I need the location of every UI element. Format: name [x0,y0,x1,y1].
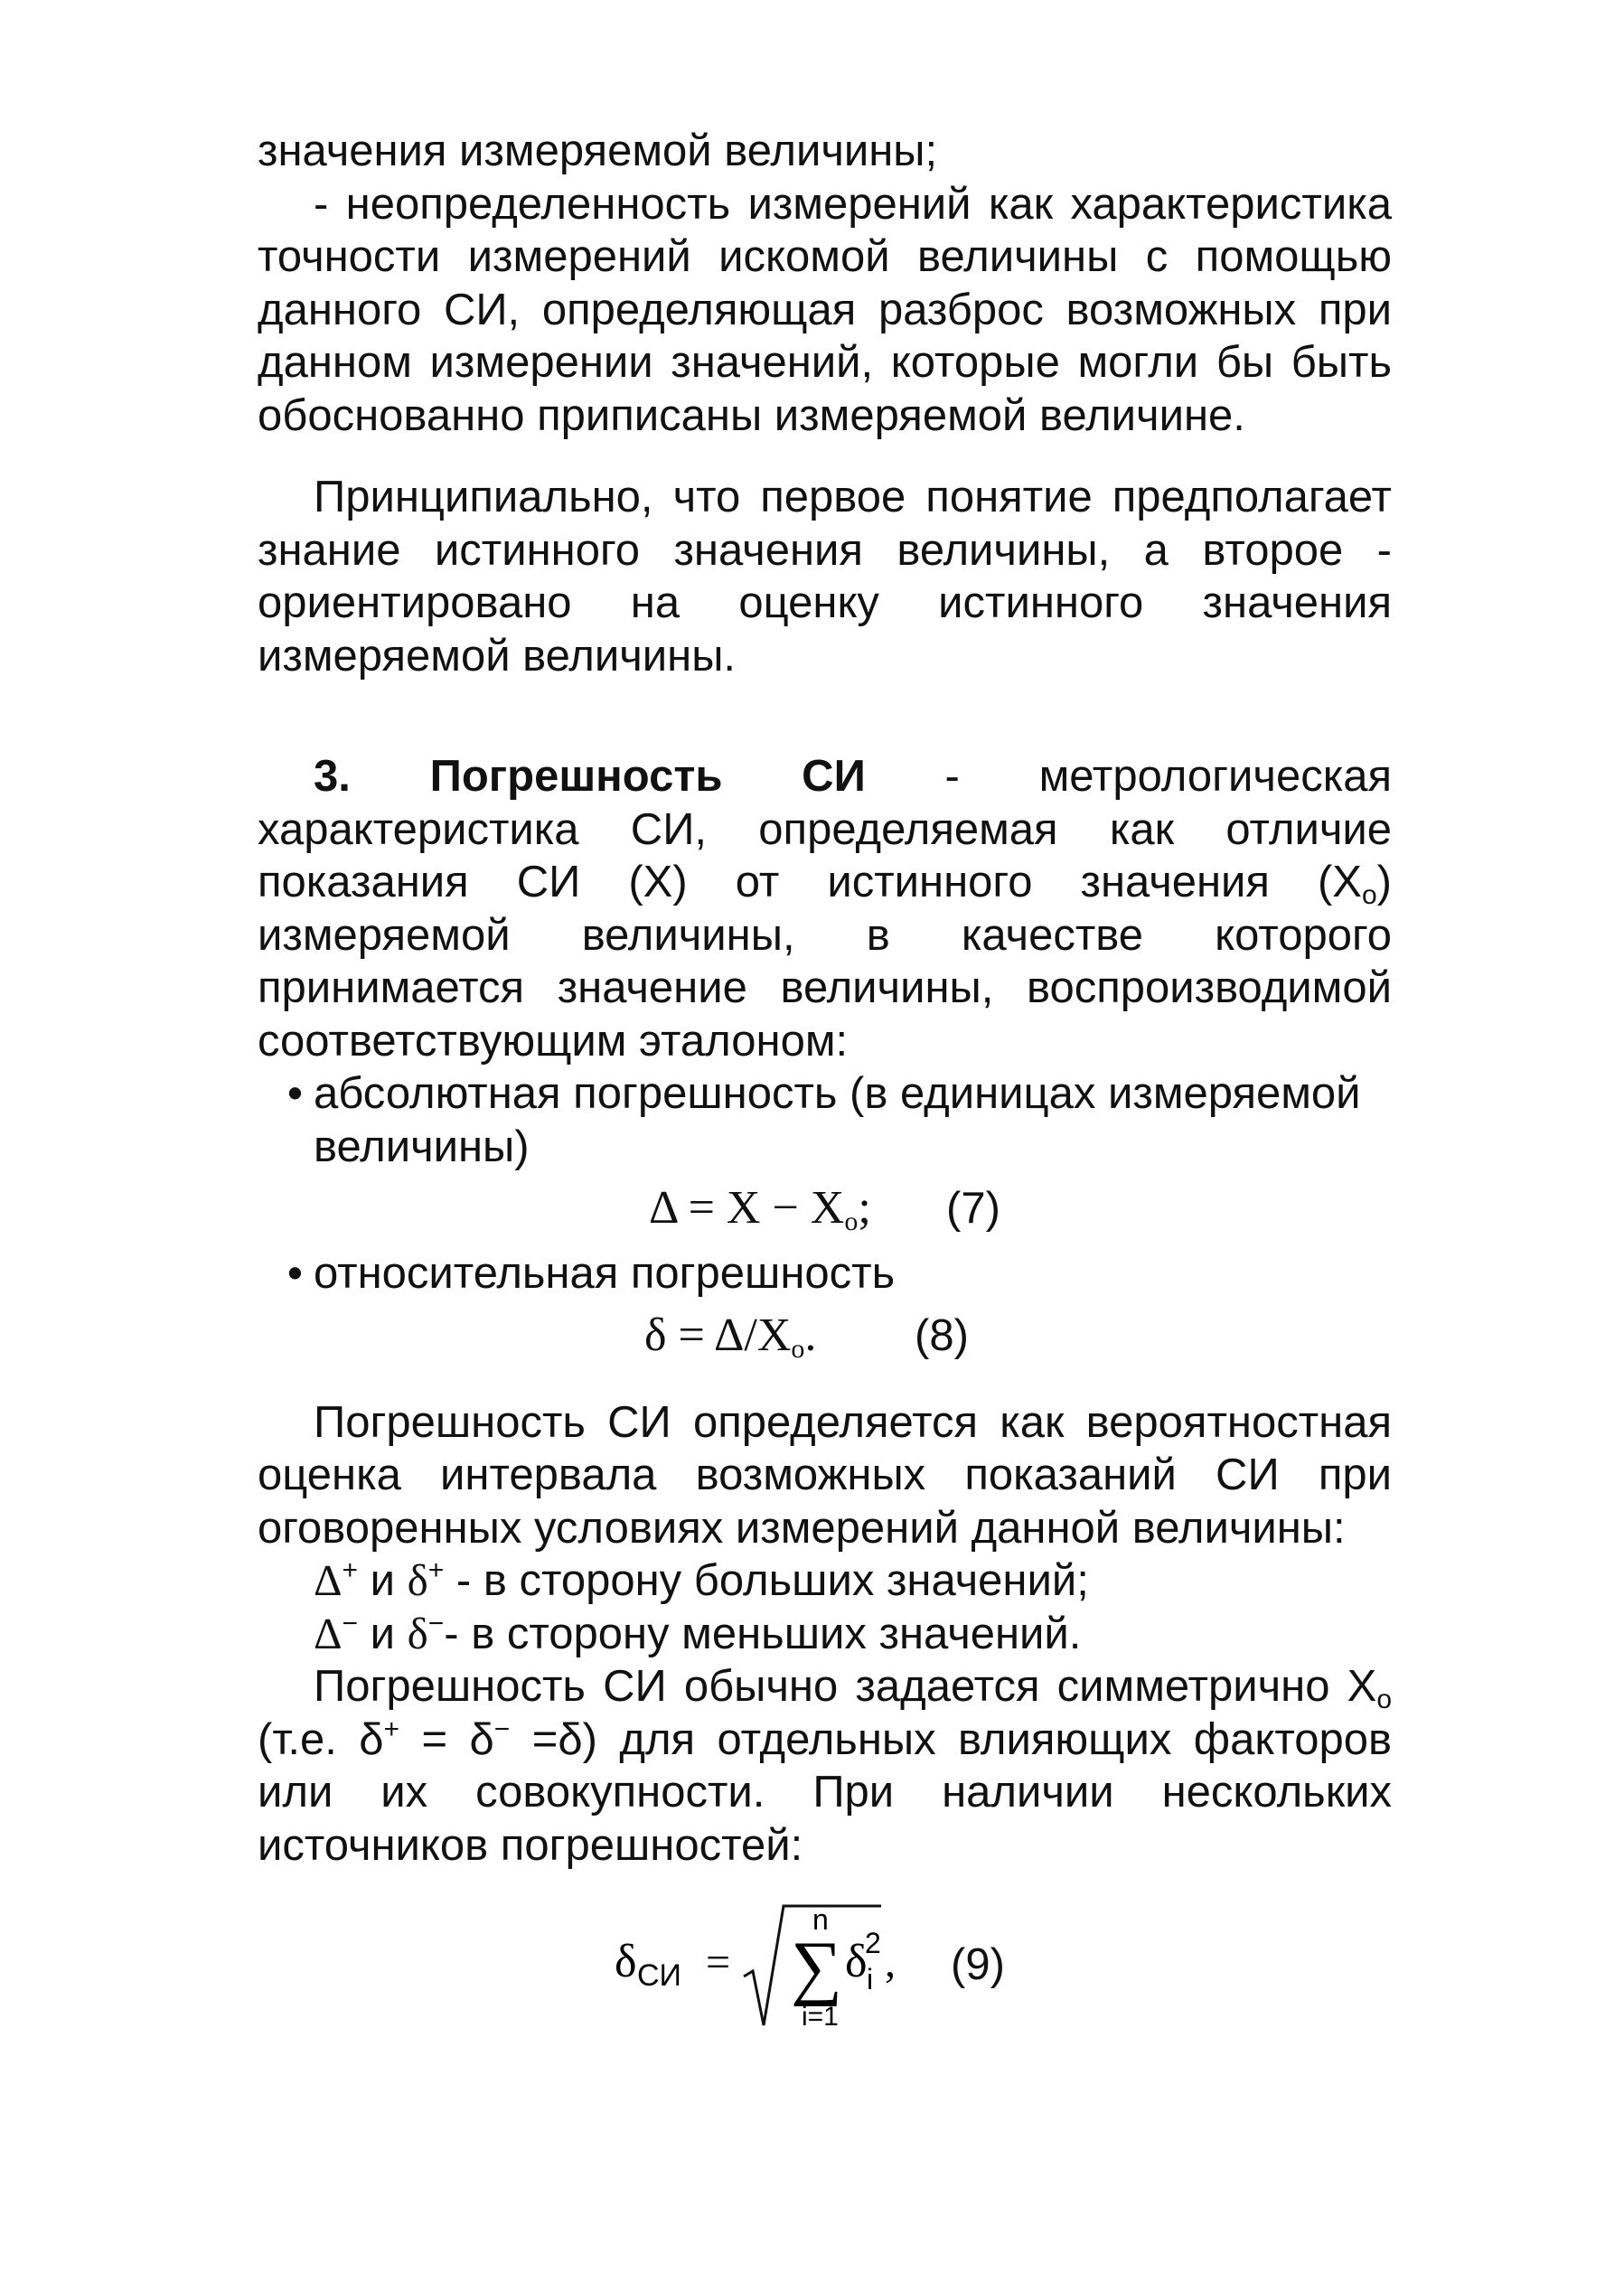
formula-9-term-sub: i [867,1963,874,1995]
formula-7 [258,1178,1392,1247]
paragraph-continuation: значения измеряемой величины; [258,127,938,175]
paragraph-probabilistic: Погрешность СИ определяется как вероятностная оценка интервала возможных показаний СИ при оговоренных условиях измерений данной величины: [258,1397,1392,1553]
formula-9-lhs: δ [615,1936,637,1987]
summation-icon: ∑ [791,1928,843,2007]
bullet-absolute-text: абсолютная погрешность (в единицах измеряемой величины) [314,1069,1361,1171]
formula-9-term: δ [845,1936,868,1987]
formula-8-number: (8) [915,1310,969,1360]
bullet-absolute-error [258,1067,1392,1173]
bullet-icon: • [286,1249,303,1298]
section-3-sub: o [1361,880,1377,910]
paragraph-symmetric: Погрешность СИ обычно задается симметрично $X_o$ (т.е. δ+ = δ− =δ) для отдельных влияющих факторов или их совокупности. При наличии нескольких источников погрешностей: [258,1662,1393,1870]
page-content [258,125,1392,2061]
section-3-paragraph [258,750,1392,1067]
formula-7-expression: $\Delta = X - X_o$; [649,1182,871,1236]
formula-9-number: (9) [951,1940,1005,1989]
formula-9 [258,1890,1392,2061]
section-3-text-a: - метрологическая характеристика СИ, определяемая как отличие показания СИ (X) от истинного значения (X [258,752,1392,906]
formula-8-expression: $\delta = \Delta/X_o$. [644,1309,817,1364]
formula-7-number: (7) [946,1184,1000,1233]
formula-9-term-sup: 2 [865,1927,881,1959]
bullet-relative-error [258,1247,1392,1300]
formula-9-comma: , [885,1939,896,1986]
line-positive-deviation: Δ+ и δ+ - в сторону больших значений; [314,1555,1089,1605]
formula-9-eq: = [706,1939,731,1986]
formula-8 [258,1306,1392,1375]
section-3-title: 3. Погрешность СИ [314,752,866,801]
bullet-icon: • [286,1069,303,1118]
section-3-text-b: ) измеряемой величины, в качестве которого принимается значение величины, воспроизводимой соответствующим эталоном: [258,858,1392,1066]
formula-9-lower: i=1 [802,2002,839,2032]
paragraph-uncertainty: - неопределенность измерений как характеристика точности измерений искомой величины с помощью данного СИ, определяющая разброс возможных при данном измерении значений, которые могли бы быть обоснованно приписаны измеряемой величине. [258,179,1392,440]
line-negative-deviation: Δ− и δ−- в сторону меньших значений. [314,1608,1082,1658]
formula-9-upper: n [812,1903,829,1936]
paragraph-principle: Принципиально, что первое понятие предполагает знание истинного значения величины, а второе - ориентировано на оценку истинного значения измеряемой величины. [258,473,1392,681]
formula-9-graphic [258,1890,1071,2061]
formula-9-lhs-sub: СИ [637,1958,681,1993]
bullet-relative-text: относительная погрешность [314,1249,896,1298]
